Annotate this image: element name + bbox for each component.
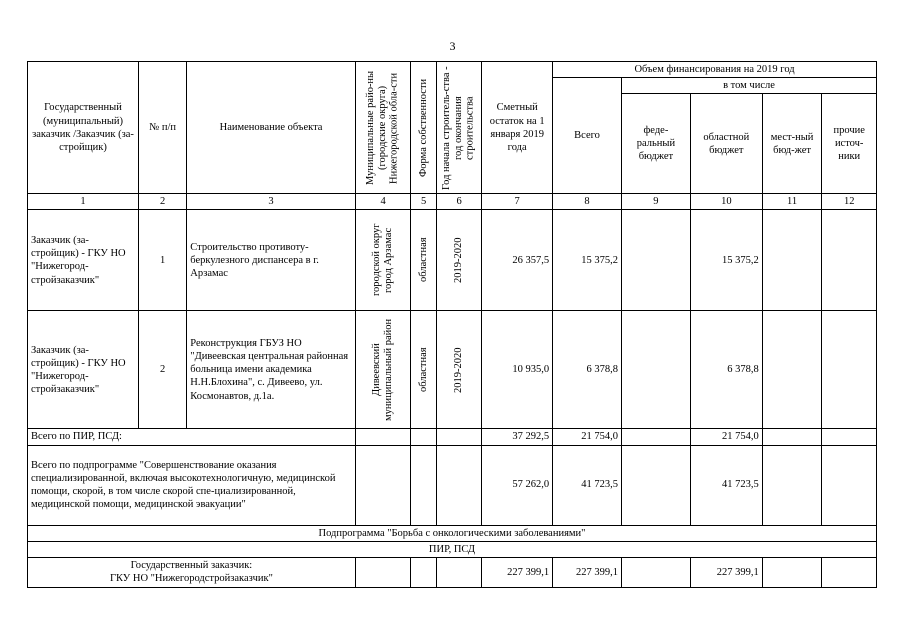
- header-num: № п/п: [138, 62, 186, 194]
- row-other: [822, 210, 877, 311]
- total-pir-row: [28, 429, 877, 445]
- column-number: 3: [187, 194, 356, 210]
- total-subprogram-total: 41 723,5: [553, 445, 622, 525]
- state-customer-label-line1: Государственный заказчик:: [130, 560, 253, 572]
- column-number: 11: [762, 194, 822, 210]
- page-number: 3: [449, 39, 456, 53]
- row-num: 1: [138, 210, 186, 311]
- row-estimate: 10 935,0: [482, 311, 553, 429]
- total-subprogram-estimate: 57 262,0: [482, 445, 553, 525]
- subprogram-title: Подпрограмма "Борьба с онкологическими заболеваниями": [28, 525, 877, 541]
- row-other: [822, 311, 877, 429]
- total-pir-label: Всего по ПИР, ПСД:: [28, 429, 356, 445]
- total-subprogram-regional: 41 723,5: [690, 445, 762, 525]
- header-estimate: Сметный остаток на 1 января 2019 года: [482, 62, 553, 194]
- state-customer-total: 227 399,1: [553, 557, 622, 587]
- header-local: мест-ный бюд-жет: [762, 94, 822, 194]
- row-federal: [621, 311, 690, 429]
- total-pir-total: 21 754,0: [553, 429, 622, 445]
- header-other: прочие источ-ники: [822, 94, 877, 194]
- row-municipal: городской округ город Арзамас: [355, 210, 410, 311]
- row-customer: Заказчик (за-стройщик) - ГКУ НО "Нижегород-стройзаказчик": [28, 210, 139, 311]
- state-customer-estimate: 227 399,1: [482, 557, 553, 587]
- row-object: Реконструкция ГБУЗ НО "Дивеевская центральная районная больница имени академика Н.Н.Блохина", с. Дивеево, ул. Космонавтов, д.1а.: [187, 311, 356, 429]
- row-regional: 15 375,2: [690, 210, 762, 311]
- row-local: [762, 210, 822, 311]
- row-regional: 6 378,8: [690, 311, 762, 429]
- state-customer-label: [28, 557, 356, 587]
- financing-table: [27, 61, 877, 588]
- column-number: 6: [437, 194, 482, 210]
- row-num: 2: [138, 311, 186, 429]
- state-customer-label-line2: ГКУ НО "Нижегородстройзаказчик": [109, 573, 273, 585]
- header-including: в том числе: [621, 78, 876, 94]
- row-total: 6 378,8: [553, 311, 622, 429]
- header-total: Всего: [553, 78, 622, 194]
- row-customer: Заказчик (за-стройщик) - ГКУ НО "Нижегород-стройзаказчик": [28, 311, 139, 429]
- column-number: 10: [690, 194, 762, 210]
- state-customer-regional: 227 399,1: [690, 557, 762, 587]
- row-municipal: Дивеевский муниципальный район: [355, 311, 410, 429]
- column-number: 4: [355, 194, 410, 210]
- header-object-name: Наименование объекта: [187, 62, 356, 194]
- total-pir-estimate: 37 292,5: [482, 429, 553, 445]
- header-federal: феде-ральный бюджет: [621, 94, 690, 194]
- header-years: Год начала строитель-ства - год окончания строительства: [437, 62, 482, 194]
- row-object: Строительство противоту-беркулезного диспансера в г. Арзамас: [187, 210, 356, 311]
- column-number: 5: [411, 194, 437, 210]
- row-ownership: областная: [411, 210, 437, 311]
- section-title: ПИР, ПСД: [28, 541, 877, 557]
- row-years: 2019-2020: [437, 311, 482, 429]
- header-customer: Государственный (муниципальный) заказчик /Заказчик (за-стройщик): [28, 62, 139, 194]
- row-years: 2019-2020: [437, 210, 482, 311]
- column-numbers-row: [28, 194, 877, 210]
- row-ownership: областная: [411, 311, 437, 429]
- column-number: 2: [138, 194, 186, 210]
- row-total: 15 375,2: [553, 210, 622, 311]
- column-number: 12: [822, 194, 877, 210]
- header-regional: областной бюджет: [690, 94, 762, 194]
- column-number: 9: [621, 194, 690, 210]
- header-municipal: Муниципальные райо-ны (городские округа) Нижегородской обла-сти: [355, 62, 410, 194]
- column-number: 8: [553, 194, 622, 210]
- header-ownership: Форма собственности: [411, 62, 437, 194]
- total-subprogram-label: Всего по подпрограмме "Совершенствование оказания специализированной, включая высокотехнологичную, медицинской помощи, скорой, в том числе скорой спе-циализированной, медицинской помощи, медицинской эвакуации": [28, 445, 356, 525]
- row-estimate: 26 357,5: [482, 210, 553, 311]
- column-number: 7: [482, 194, 553, 210]
- state-customer-row: [28, 557, 877, 587]
- table-row: [28, 311, 877, 429]
- column-number: 1: [28, 194, 139, 210]
- row-local: [762, 311, 822, 429]
- row-federal: [621, 210, 690, 311]
- total-pir-regional: 21 754,0: [690, 429, 762, 445]
- table-row: [28, 210, 877, 311]
- header-funding: Объем финансирования на 2019 год: [553, 62, 877, 78]
- total-subprogram-row: [28, 445, 877, 525]
